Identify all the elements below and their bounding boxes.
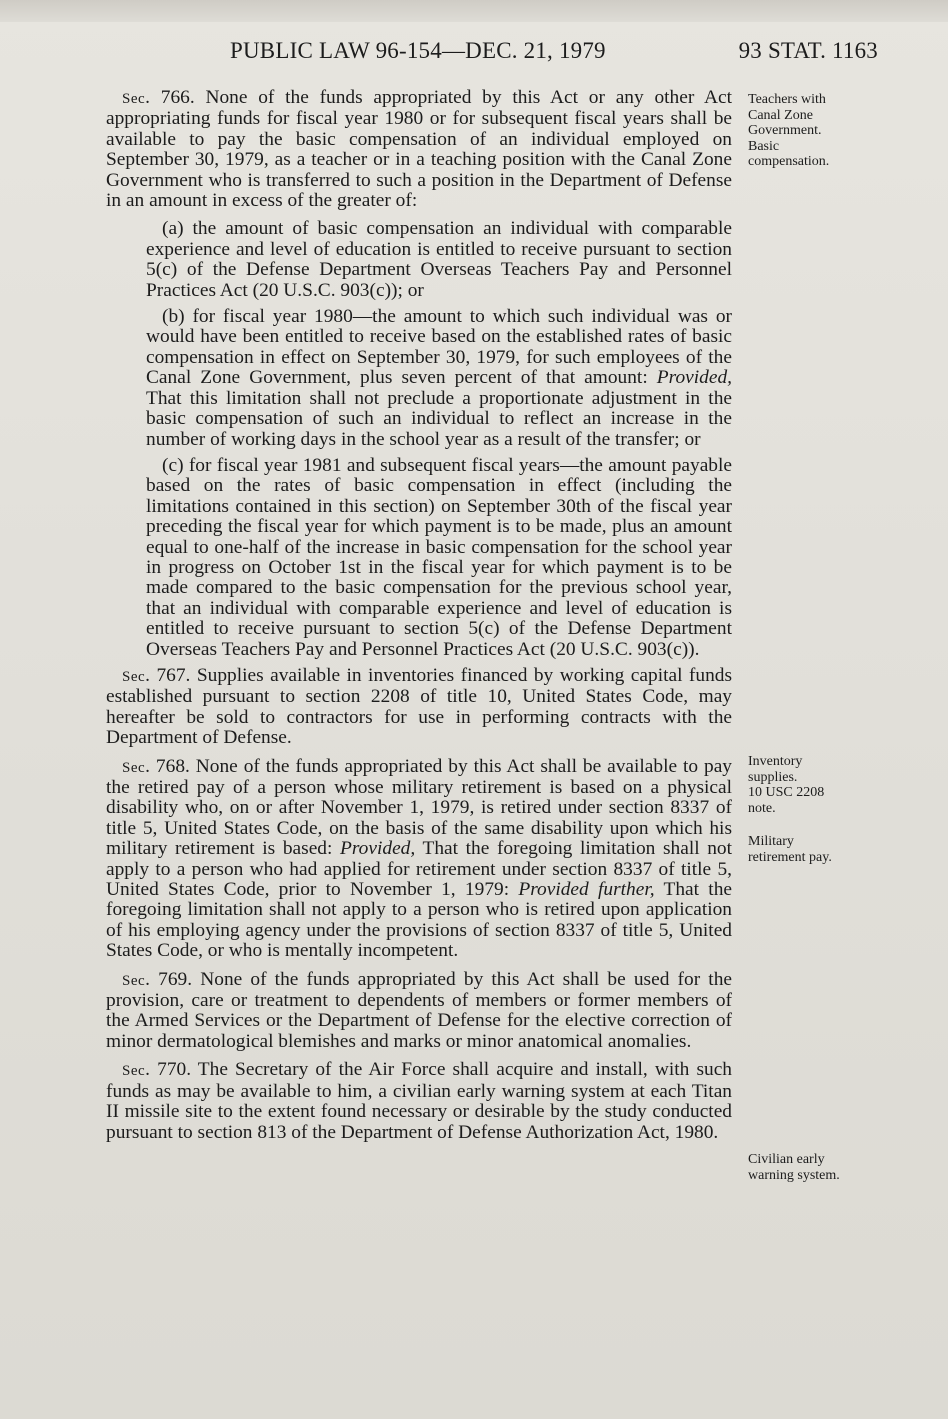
margin-note-line: Civilian early	[748, 1152, 825, 1167]
margin-note-line: supplies.	[748, 769, 798, 785]
section-770-text: . 770. The Secretary of the Air Force shall acquire and install, with such funds as may be available to him, a civilian early warning system at each Titan II missile site to the extent found necessary or desirable by the study conducted pursuant to section 813 of the Department of Defense Authorization Act, 1980.	[106, 1059, 732, 1143]
section-766-b	[146, 307, 732, 450]
proviso-further-italic: Provided further,	[518, 879, 655, 901]
section-768-text-3: That the foregoing limitation shall not apply to a person who is retired upon application of his employing agency under the provisions of section 8337 of title 5, United States Code, or who is mentally incompetent.	[106, 879, 732, 962]
margin-note-line: note.	[748, 800, 776, 816]
header-page-number: 93 STAT. 1163	[738, 38, 878, 63]
section-768-text-1: . 768. None of the funds appropriated by this Act shall be available to pay the retired pay of a person whose military retirement is based on a physical disability who, on or after November 1, 1979, is retired under section 8337 of title 5, United States Code, on the basis of the same disability upon which his military retirement is based:	[106, 755, 732, 860]
section-769	[106, 970, 732, 1053]
proviso-italic: Provided,	[340, 838, 416, 860]
section-766-b-text-1: (b) for fiscal year 1980—the amount to which such individual was or would have been entitled to receive based on the established rates of basic compensation in effect on September 30, 1979, for such employees of the Canal Zone Government, plus seven percent of that amount:	[146, 306, 732, 389]
sec-label: Sec	[122, 759, 146, 776]
sec-label: Sec	[122, 91, 146, 107]
margin-note-line: Canal Zone	[748, 107, 813, 123]
section-767	[106, 666, 732, 749]
section-768	[106, 757, 732, 962]
section-766-a: (a) the amount of basic compensation an individual with comparable experience and level of education is entitled to receive pursuant to section 5(c) of the Defense Department Overseas Teachers Pay and Personnel Practices Act (20 U.S.C. 903(c)); or	[146, 218, 732, 301]
section-766-c: (c) for fiscal year 1981 and subsequent fiscal years—the amount payable based on the rates of basic compensation in effect (including the limitations contained in this section) on September 30th of the fiscal year preceding the fiscal year for which payment is to be made, plus an amount equal to one-half of the increase in basic compensation for the school year in progress on October 1st in the fiscal year for which payment is to be made compared to the basic compensation for the previous school year, that an individual with comparable experience and level of education is entitled to receive pursuant to section 5(c) of the Defense Department Overseas Teachers Pay and Personnel Practices Act (20 U.S.C. 903(c)).	[146, 454, 732, 660]
section-766-text: . 766. None of the funds appropriated by this Act or any other Act appropriating funds for fiscal year 1980 or for subsequent fiscal years shall be available to pay the basic compensation of an individual employed on September 30, 1979, as a teacher or in a teaching position with the Canal Zone Government who is transferred to such a position in the Department of Defense in an amount in excess of the greater of:	[106, 87, 732, 212]
header-citation: PUBLIC LAW 96-154—DEC. 21, 1979	[230, 38, 606, 63]
margin-note-line: Inventory	[748, 754, 803, 769]
sec-label: Sec	[122, 668, 146, 685]
proviso-italic: Provided,	[656, 367, 732, 389]
running-header	[230, 38, 878, 68]
margin-note-line: compensation.	[748, 154, 830, 169]
margin-note-line: Military	[748, 834, 794, 849]
margin-note-line: warning system.	[748, 1167, 840, 1183]
section-768-text-2: That the foregoing limitation shall not apply to a person who had applied for retirement under section 8337 of title 5, United States Code, prior to November 1, 1979:	[106, 838, 732, 901]
scan-top-edge	[0, 0, 948, 22]
margin-note-civilian	[748, 1152, 888, 1183]
sec-label: Sec	[122, 1063, 146, 1080]
section-766	[106, 88, 732, 211]
margin-note-line: Basic	[748, 138, 780, 154]
section-767-text: . 767. Supplies available in inventories financed by working capital funds established pursuant to section 2208 of title 10, United States Code, may hereafter be sold to contractors for use in performing contracts with the Department of Defense.	[106, 664, 732, 749]
sec-label: Sec	[122, 972, 146, 989]
section-766-b-text-2: That this limitation shall not preclude a proportionate adjustment in the basic compensation of such an individual to reflect an increase in the number of working days in the school year as a result of the transfer; or	[146, 387, 732, 450]
margin-note-line: 10 USC 2208	[748, 785, 825, 800]
margin-note-line: Teachers with	[748, 92, 826, 107]
margin-note-military	[748, 834, 888, 865]
margin-note-inventory	[748, 754, 888, 816]
margin-note-line: Government.	[748, 123, 822, 138]
margin-note-teachers	[748, 92, 888, 170]
section-770	[106, 1060, 732, 1143]
section-769-text: . 769. None of the funds appropriated by this Act shall be used for the provision, care or treatment to dependents of members or former members of the Armed Services or the Department of Defense for the elective correction of minor dermatological blemishes and marks or minor anatomical anomalies.	[106, 968, 732, 1052]
body-text	[106, 88, 732, 1151]
margin-note-line: retirement pay.	[748, 849, 832, 865]
